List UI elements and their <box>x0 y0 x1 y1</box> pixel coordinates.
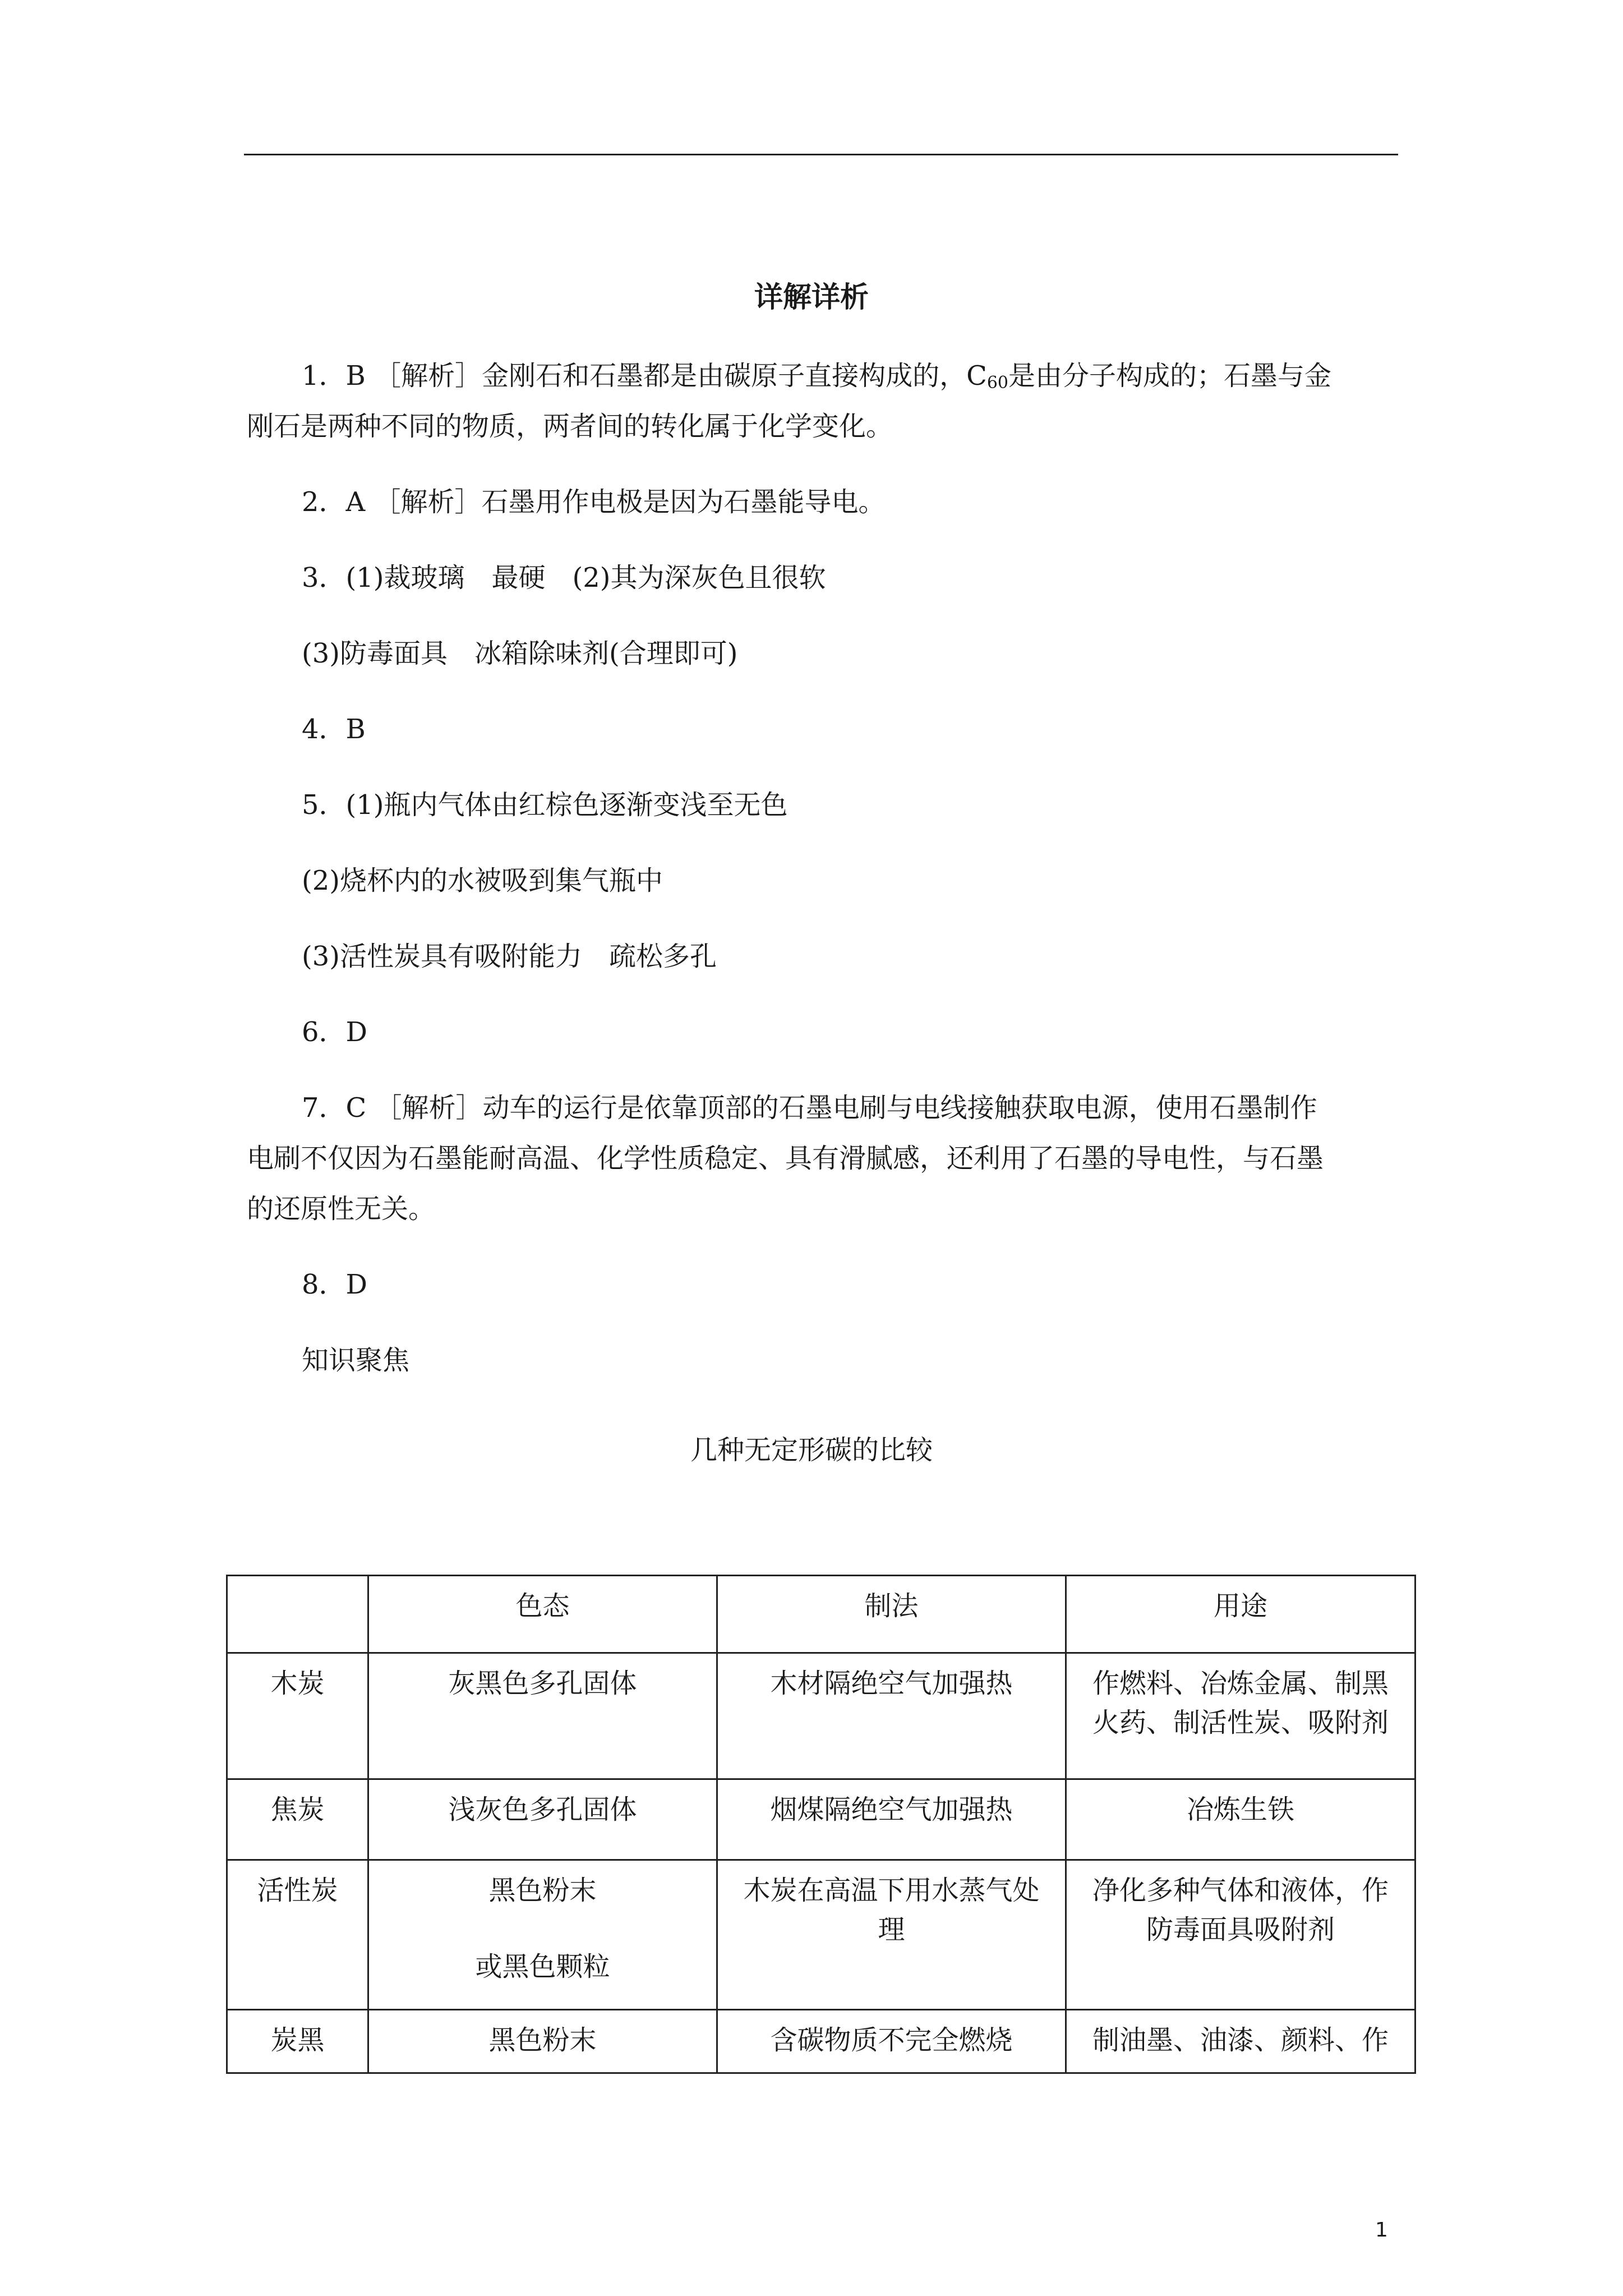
section-label: 知识聚焦 <box>302 1345 410 1376</box>
answer-2-tag: ［解析］ <box>374 486 482 518</box>
row-method-line-2: 理 <box>878 1914 905 1945</box>
table-row <box>227 1860 1415 2010</box>
page-number: 1 <box>1375 2219 1388 2242</box>
row-use-cell: 冶炼生铁 <box>1066 1779 1415 1860</box>
answer-1-number: 1．B <box>302 360 366 392</box>
header-cell-method: 制法 <box>717 1576 1066 1653</box>
answer-7-line-3: 的还原性无关。 <box>247 1193 436 1225</box>
answer-1-text-a: 金刚石和石墨都是由碳原子直接构成的，C <box>482 360 987 392</box>
row-state-line-2: 或黑色颗粒 <box>475 1951 610 1982</box>
answer-7-line-2: 电刷不仅因为石墨能耐高温、化学性质稳定、具有滑腻感，还利用了石墨的导电性，与石墨 <box>247 1143 1324 1174</box>
answer-7-tag: ［解析］ <box>375 1092 483 1124</box>
answer-3-line-2: (3)防毒面具 冰箱除味剂(合理即可) <box>302 638 738 669</box>
header-cell-use: 用途 <box>1066 1576 1415 1653</box>
row-method-cell: 含碳物质不完全燃烧 <box>717 2010 1066 2073</box>
header-cell-state: 色态 <box>368 1576 717 1653</box>
answer-1-line-1 <box>302 356 1331 403</box>
answer-7-text: 动车的运行是依靠顶部的石墨电刷与电线接触获取电源，使用石墨制作 <box>482 1092 1317 1124</box>
answer-7-number: 7．C <box>302 1092 367 1124</box>
answer-2-text: 石墨用作电极是因为石墨能导电。 <box>481 486 886 518</box>
header-rule <box>244 154 1398 155</box>
row-name-cell: 活性炭 <box>227 1860 368 2010</box>
row-state-cell: 浅灰色多孔固体 <box>368 1779 717 1860</box>
row-state-cell: 黑色粉末 <box>368 2010 717 2073</box>
row-use-line-1: 作燃料、冶炼金属、制黑 <box>1092 1668 1389 1699</box>
header-cell-empty <box>227 1576 368 1653</box>
table-row <box>227 1653 1415 1779</box>
table-row <box>227 2010 1415 2073</box>
answer-3-line-1: 3．(1)裁玻璃 最硬 (2)其为深灰色且很软 <box>302 562 826 593</box>
answer-2-number: 2．A <box>302 486 366 518</box>
answer-2-line <box>302 482 886 522</box>
answer-5-line-3: (3)活性炭具有吸附能力 疏松多孔 <box>302 941 717 972</box>
answer-5-line-2: (2)烧杯内的水被吸到集气瓶中 <box>302 865 663 896</box>
row-use-line-1: 净化多种气体和液体，作 <box>1092 1875 1389 1906</box>
row-name-cell: 炭黑 <box>227 2010 368 2073</box>
row-name-cell: 焦炭 <box>227 1779 368 1860</box>
row-use-line-2: 火药、制活性炭、吸附剂 <box>1092 1707 1389 1738</box>
page-title: 详解详析 <box>754 280 869 314</box>
row-state-line-1: 黑色粉末 <box>488 1875 597 1906</box>
answer-1-tag: ［解析］ <box>374 360 482 392</box>
row-state-cell: 灰黑色多孔固体 <box>368 1653 717 1779</box>
answer-8-line: 8．D <box>302 1269 368 1300</box>
row-use-cell <box>1066 1653 1415 1779</box>
table-title: 几种无定形碳的比较 <box>690 1434 933 1466</box>
table-header-row <box>227 1576 1415 1653</box>
row-method-line-1: 木炭在高温下用水蒸气处 <box>743 1875 1040 1906</box>
row-use-cell: 制油墨、油漆、颜料、作 <box>1066 2010 1415 2073</box>
row-name-cell: 木炭 <box>227 1653 368 1779</box>
answer-7-line-1 <box>302 1088 1317 1128</box>
answer-4-line: 4．B <box>302 714 366 745</box>
table-row <box>227 1779 1415 1860</box>
answer-5-line-1: 5．(1)瓶内气体由红棕色逐渐变浅至无色 <box>302 789 788 821</box>
row-use-cell <box>1066 1860 1415 2010</box>
row-method-cell <box>717 1860 1066 2010</box>
answer-1-line-2: 刚石是两种不同的物质，两者间的转化属于化学变化。 <box>247 411 893 442</box>
answer-6-line: 6．D <box>302 1016 368 1048</box>
answer-1-subscript: 60 <box>986 373 1009 393</box>
comparison-table <box>226 1575 1416 2074</box>
row-method-cell: 木材隔绝空气加强热 <box>717 1653 1066 1779</box>
answer-1-text-b: 是由分子构成的；石墨与金 <box>1008 360 1332 392</box>
row-state-cell <box>368 1860 717 2010</box>
row-method-cell: 烟煤隔绝空气加强热 <box>717 1779 1066 1860</box>
row-use-line-2: 防毒面具吸附剂 <box>1146 1914 1335 1945</box>
